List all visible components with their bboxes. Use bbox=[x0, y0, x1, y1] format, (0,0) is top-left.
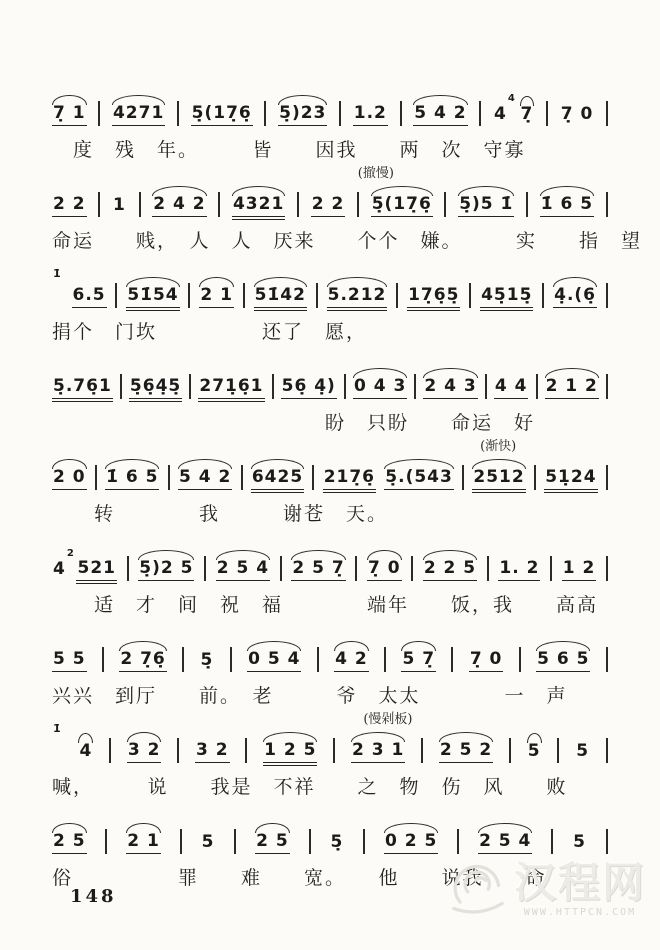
note-group: 1 2 bbox=[562, 560, 597, 581]
note-group: 7̣ 0 bbox=[469, 651, 504, 672]
barline bbox=[606, 647, 608, 672]
note-group: 5 4 2 bbox=[178, 469, 232, 490]
lyrics-row: 转 我 谢苍 天。 bbox=[52, 503, 389, 525]
note-group: 2 5 4 bbox=[478, 833, 532, 854]
note-group: 4 2 bbox=[53, 548, 75, 579]
note-group: 51̇54 bbox=[126, 287, 179, 308]
note-group: 4 bbox=[79, 741, 93, 761]
note-group: 2 0 bbox=[52, 469, 87, 490]
note-group: 1 bbox=[112, 195, 126, 215]
note-group: 6.5 bbox=[72, 287, 107, 308]
notes-row bbox=[52, 545, 608, 581]
note-group: 2 1 bbox=[199, 287, 234, 308]
note-group: 271̣6̣1 bbox=[198, 378, 264, 399]
note-group: 5 6 5 bbox=[536, 651, 590, 672]
score-line bbox=[52, 636, 608, 708]
note-group: 5 bbox=[527, 741, 541, 761]
note-group: 7̣ 1 bbox=[52, 105, 87, 126]
barline bbox=[230, 647, 232, 672]
barline bbox=[469, 283, 471, 308]
barline bbox=[421, 738, 423, 763]
note-group: 2 4 3 bbox=[423, 378, 477, 399]
lyrics-row: 俗 罪 难 宽。 他 说我 命 bbox=[52, 867, 547, 889]
barline bbox=[606, 101, 608, 126]
barline bbox=[317, 647, 319, 672]
barline bbox=[414, 374, 416, 399]
barline bbox=[98, 101, 100, 126]
barline bbox=[363, 829, 365, 854]
watermark bbox=[446, 856, 646, 924]
grace-note: 1̇ bbox=[53, 722, 62, 735]
score-line bbox=[52, 545, 608, 617]
score-line bbox=[52, 712, 608, 799]
note-group: 17̣6̣5̣ bbox=[407, 287, 460, 308]
barline bbox=[312, 465, 314, 490]
barline bbox=[606, 192, 608, 217]
barline bbox=[102, 647, 104, 672]
score-line bbox=[52, 267, 608, 344]
barline bbox=[127, 556, 129, 581]
note-group: 5̣.(543 bbox=[384, 469, 454, 490]
barline bbox=[204, 556, 206, 581]
note-group: 0 4 3 bbox=[353, 378, 407, 399]
note-group: 2 5 bbox=[52, 833, 87, 854]
barline bbox=[606, 829, 608, 854]
barline bbox=[333, 738, 335, 763]
barline bbox=[457, 829, 459, 854]
barline bbox=[168, 465, 170, 490]
barline bbox=[272, 374, 274, 399]
barline bbox=[95, 465, 97, 490]
tempo-marking: (渐快) bbox=[480, 439, 517, 454]
barline bbox=[606, 465, 608, 490]
barline bbox=[485, 374, 487, 399]
note-group: 5 4 2 bbox=[413, 105, 467, 126]
barline bbox=[479, 101, 481, 126]
barline bbox=[139, 192, 141, 217]
barline bbox=[546, 101, 548, 126]
score-body bbox=[52, 90, 643, 909]
note-group: 1 2 5 bbox=[263, 742, 317, 763]
note-group: 5 bbox=[573, 832, 586, 852]
notes-row bbox=[52, 181, 608, 217]
note-group: 1.2 bbox=[353, 105, 388, 126]
note-group: 2 2 bbox=[52, 196, 87, 217]
note-group: 2 1 2 bbox=[545, 378, 599, 399]
barline bbox=[451, 647, 453, 672]
note-group: 5̣.76̣1 bbox=[52, 378, 113, 399]
note-group: 4̣.(6̣ bbox=[553, 287, 597, 308]
barline bbox=[444, 192, 446, 217]
note-group: 3 2 bbox=[127, 742, 162, 763]
note-group: 56̣ 4̣) bbox=[281, 378, 337, 399]
note-group: 4321 bbox=[232, 196, 285, 217]
note-group: 2 5 4 bbox=[216, 560, 270, 581]
barline bbox=[309, 829, 311, 854]
note-group: 4271 bbox=[112, 105, 165, 126]
notes-row bbox=[52, 363, 608, 399]
barline bbox=[357, 192, 359, 217]
grace-note: 1̇ bbox=[53, 267, 62, 280]
note-group: 2512 bbox=[472, 469, 525, 490]
barline bbox=[542, 283, 544, 308]
barline bbox=[177, 101, 179, 126]
note-group: 5̣(17̣6̣ bbox=[191, 105, 253, 126]
note-group: 1. 2 bbox=[498, 560, 540, 581]
note-group: 4 2 bbox=[334, 651, 369, 672]
barline bbox=[280, 556, 282, 581]
note-group: 5̣)23 bbox=[278, 105, 327, 126]
barline bbox=[534, 465, 536, 490]
barline bbox=[400, 101, 402, 126]
barline bbox=[218, 192, 220, 217]
note-group: 5 5 bbox=[52, 651, 87, 672]
barline bbox=[120, 374, 122, 399]
swirl-dragon-logo-icon bbox=[446, 856, 510, 924]
barline bbox=[245, 738, 247, 763]
barline bbox=[384, 647, 386, 672]
note-group: 4 4 bbox=[493, 93, 516, 124]
watermark-site-name: 汉程网 bbox=[513, 858, 646, 907]
note-group: 2 5 2 bbox=[439, 742, 493, 763]
barline bbox=[297, 192, 299, 217]
barline bbox=[316, 283, 318, 308]
barline bbox=[105, 829, 107, 854]
note-group: 2 1 bbox=[126, 833, 161, 854]
note-group: 5̣ bbox=[330, 832, 344, 852]
barline bbox=[606, 738, 608, 763]
note-group: 51̣24 bbox=[544, 469, 597, 490]
notes-row bbox=[52, 267, 608, 308]
notes-row bbox=[52, 90, 608, 126]
barline bbox=[264, 101, 266, 126]
watermark-url: WWW.HTTPCN.COM bbox=[523, 907, 637, 918]
note-group: 3 2 bbox=[195, 742, 230, 763]
score-line bbox=[52, 166, 643, 253]
barline bbox=[509, 738, 511, 763]
note-group: 2 3 1 bbox=[351, 742, 405, 763]
lyrics-row: 捐个 门坎 还了 愿， bbox=[52, 321, 368, 343]
barline bbox=[241, 465, 243, 490]
barline bbox=[177, 738, 179, 763]
tempo-marking: (撤慢) bbox=[357, 166, 394, 181]
barline bbox=[606, 374, 608, 399]
tempo-marking: (慢剁板) bbox=[363, 712, 413, 727]
barline bbox=[98, 192, 100, 217]
note-group: 6425 bbox=[251, 469, 304, 490]
note-group: 2 4 2 bbox=[152, 196, 206, 217]
score-line bbox=[52, 90, 608, 162]
note-group: 0 5 4 bbox=[247, 651, 301, 672]
barline bbox=[339, 101, 341, 126]
barline bbox=[557, 738, 559, 763]
barline bbox=[189, 374, 191, 399]
note-group: 2 7̣6̣ bbox=[119, 651, 166, 672]
watermark-text bbox=[513, 858, 646, 918]
barline bbox=[536, 374, 538, 399]
lyrics-row: 适 才 间 祝 福 端年 饭，我 高高 bbox=[52, 594, 599, 616]
note-group: 1̇ 6 5 bbox=[540, 196, 594, 217]
note-group: 217̣6̣ bbox=[323, 469, 376, 490]
barline bbox=[188, 283, 190, 308]
note-group: 7̣ bbox=[520, 104, 534, 124]
page-number: 148 bbox=[70, 886, 117, 907]
notes-row bbox=[52, 636, 608, 672]
note-group: 2 5 7̣ bbox=[291, 560, 345, 581]
barline bbox=[519, 647, 521, 672]
note-group: 0 2 5 bbox=[384, 833, 438, 854]
note-group: 5̣6̣4̣5̣ bbox=[129, 378, 182, 399]
barline bbox=[550, 556, 552, 581]
score-line bbox=[52, 363, 608, 435]
lyrics-row: 命运 贱， 人 人 厌来 个个 嫌。 实 指 望 bbox=[52, 230, 643, 252]
note-group: 1̇ 6 5 bbox=[105, 469, 159, 490]
note-group: 51̇42 bbox=[254, 287, 307, 308]
note-group: 5 bbox=[576, 741, 590, 761]
lyrics-row: 度 残 年。 皆 因我 两 次 守寡 bbox=[52, 139, 526, 161]
barline bbox=[526, 192, 528, 217]
barline bbox=[344, 374, 346, 399]
barline bbox=[243, 283, 245, 308]
notes-row bbox=[52, 454, 608, 490]
barline bbox=[396, 283, 398, 308]
barline bbox=[462, 465, 464, 490]
lyrics-row: 盼 只盼 命运 好 bbox=[52, 412, 536, 434]
ornament-number: 4 bbox=[507, 93, 516, 104]
note-group: 5̣)2 5 bbox=[138, 560, 194, 581]
note-group: 2 2 5 bbox=[423, 560, 477, 581]
barline bbox=[551, 829, 553, 854]
note-group: 2 5 bbox=[255, 833, 290, 854]
note-group: 7̣ 0 bbox=[367, 560, 402, 581]
barline bbox=[606, 283, 608, 308]
barline bbox=[411, 556, 413, 581]
note-group: 4 4 bbox=[494, 378, 529, 399]
barline bbox=[109, 738, 111, 763]
note-group: 5̣(17̣6̣ bbox=[371, 196, 433, 217]
lyrics-row: 兴兴 到厅 前。 老 爷 太太 一 声 bbox=[52, 685, 568, 707]
note-group: 5̣)5 1̇ bbox=[458, 196, 514, 217]
barline bbox=[487, 556, 489, 581]
barline bbox=[234, 829, 236, 854]
note-group: 5̣ bbox=[200, 650, 214, 670]
barline bbox=[606, 556, 608, 581]
note-group: 5.212 bbox=[327, 287, 388, 308]
barline bbox=[115, 283, 117, 308]
notes-row bbox=[52, 818, 608, 854]
note-group: 7̣ 0 bbox=[560, 104, 594, 124]
note-group: 5 7̣ bbox=[401, 651, 436, 672]
lyrics-row: 喊， 说 我是 不祥 之 物 伤 风 败 bbox=[52, 776, 568, 798]
barline bbox=[180, 829, 182, 854]
ornament-number: 2 bbox=[66, 548, 75, 559]
note-group: 2 2 bbox=[311, 196, 346, 217]
note-group: 45̣15̣ bbox=[480, 287, 533, 308]
notes-row bbox=[52, 722, 608, 763]
note-group: 521 bbox=[76, 560, 117, 581]
score-line bbox=[52, 439, 608, 526]
barline bbox=[355, 556, 357, 581]
note-group: 5 bbox=[201, 832, 215, 852]
barline bbox=[182, 647, 184, 672]
